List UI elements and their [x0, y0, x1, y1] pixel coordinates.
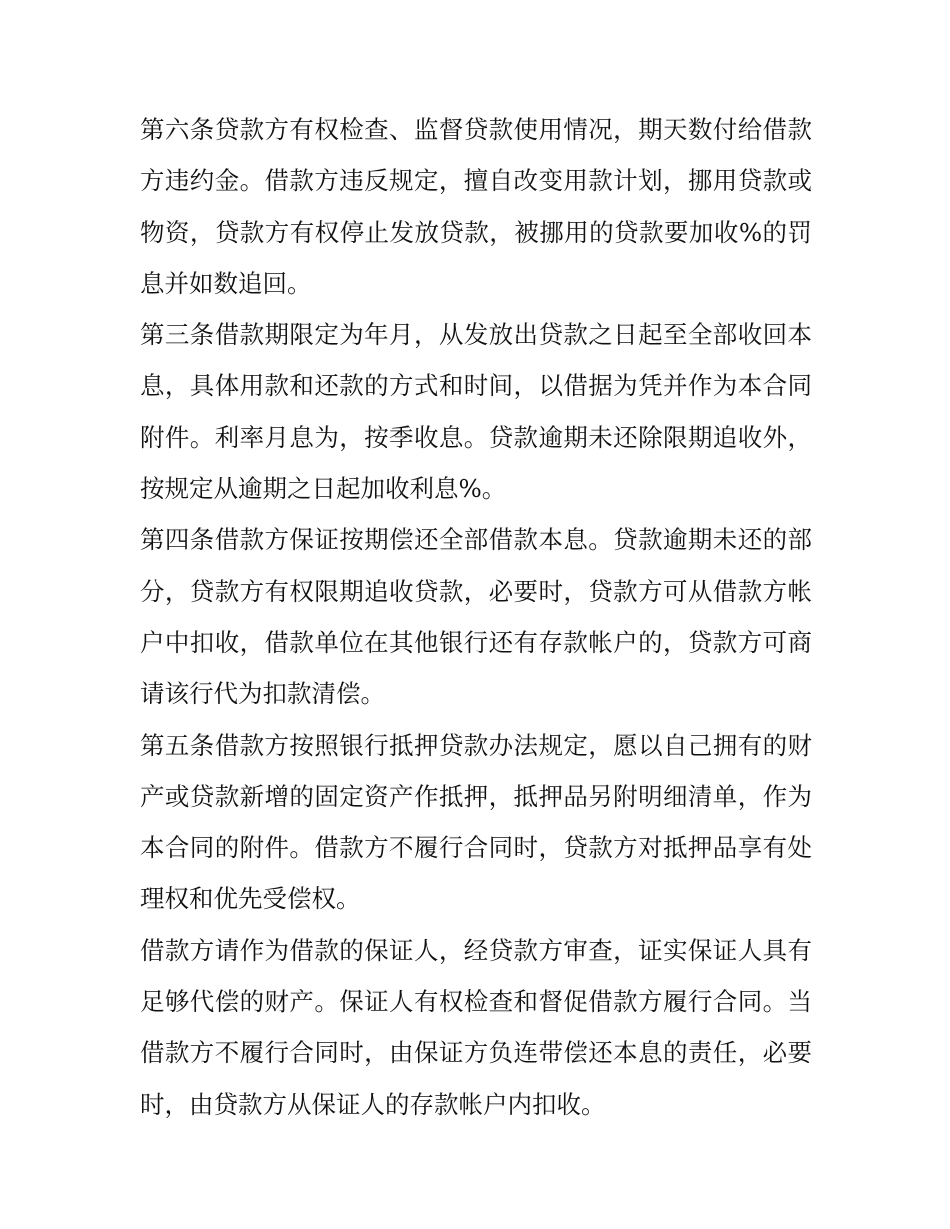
paragraph-article-3: 第三条借款期限定为年月，从发放出贷款之日起至全部收回本息，具体用款和还款的方式和时间，以借据为凭并作为本合同附件。利率月息为，按季收息。贷款逾期未还除限期追收外，按规定从逾期之日起加收利息%。	[140, 320, 812, 504]
document-body	[140, 104, 812, 1130]
paragraph-article-5: 第五条借款方按照银行抵押贷款办法规定，愿以自己拥有的财产或贷款新增的固定资产作抵押，抵押品另附明细清单，作为本合同的附件。借款方不履行合同时，贷款方对抵押品享有处理权和优先受偿权。	[140, 730, 812, 914]
paragraph-article-6: 第六条贷款方有权检查、监督贷款使用情况，期天数付给借款方违约金。借款方违反规定，擅自改变用款计划，挪用贷款或物资，贷款方有权停止发放贷款，被挪用的贷款要加收%的罚息并如数追回。	[140, 115, 812, 298]
paragraph-guarantor: 借款方请作为借款的保证人，经贷款方审查，证实保证人具有足够代偿的财产。保证人有权检查和督促借款方履行合同。当借款方不履行合同时，由保证方负连带偿还本息的责任，必要时，由贷款方从保证人的存款帐户内扣收。	[140, 935, 812, 1119]
paragraph-article-4: 第四条借款方保证按期偿还全部借款本息。贷款逾期未还的部分，贷款方有权限期追收贷款，必要时，贷款方可从借款方帐户中扣收，借款单位在其他银行还有存款帐户的，贷款方可商请该行代为扣款清偿。	[140, 525, 812, 709]
